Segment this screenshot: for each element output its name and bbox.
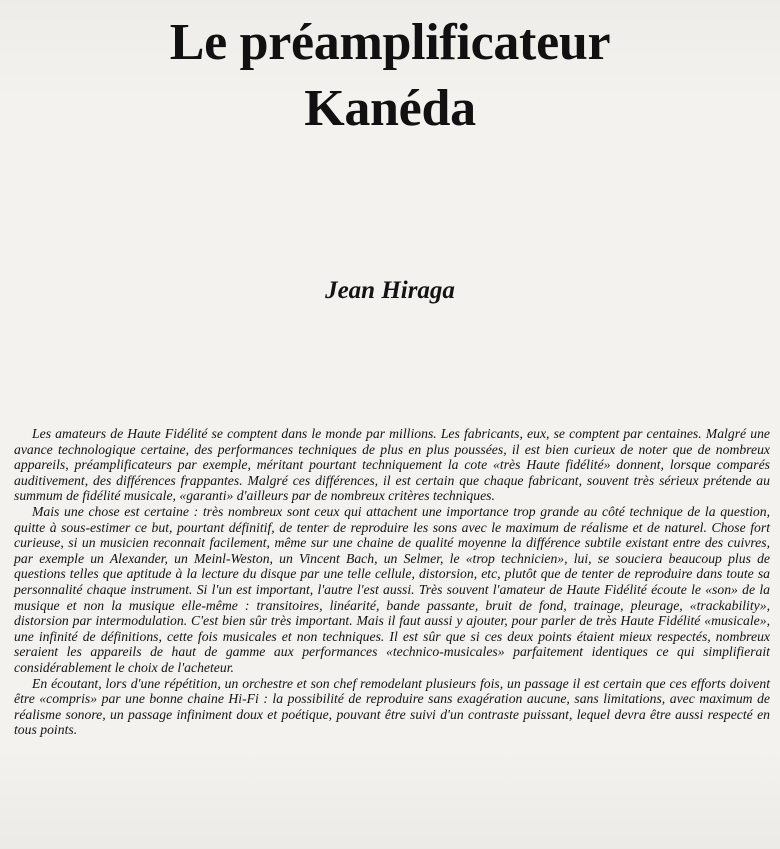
article-title: [10, 0, 770, 142]
paragraph-1: Les amateurs de Haute Fidélité se comptent dans le monde par millions. Les fabricants, eux, se comptent par centaines. Malgré une avance technologique certaine, des performances techniques de plus en plus poussées, il est bien curieux de noter que de nombreux appareils, préamplificateurs par exemple, méritant pourtant techniquement la cote «très Haute fidélité» donnent, lorsque comparés auditivement, des différences frappantes. Malgré ces différences, il est certain que chaque fabricant, souvent très sérieux prétende au summum de fidélité musicale, «garanti» d'ailleurs par de nombreux critères techniques.: [14, 426, 770, 504]
title-line-2: Kanéda: [304, 80, 476, 137]
title-line-1: Le préamplificateur: [169, 14, 611, 71]
paragraph-2: Mais une chose est certaine : très nombreux sont ceux qui attachent une importance trop grande au côté technique de la question, quitte à sous-estimer ce but, pourtant définitif, de tenter de reproduire les sons avec le maximum de réalisme et de naturel. Chose fort curieuse, si un musicien reconnait facilement, même sur une chaine de qualité moyenne la différence subtile existant entre des cuivres, par exemple un Alexander, un Meinl-Weston, un Vincent Bach, un Selmer, le «trop technicien», lui, se souciera beaucoup plus de questions telles que aptitude à la lecture du disque par une telle cellule, distorsion, etc, plutôt que de tenter de reproduire dans toute sa personnalité chaque instrument. Si l'un est important, l'autre l'est aussi. Très souvent l'amateur de Haute Fidélité écoute le «son» de la musique et non la musique elle-même : transitoires, linéarité, bande passante, bruit de fond, trainage, pleurage, «trackability», distorsion par intermodulation. C'est bien sûr très important. Mais il faut aussi y ajouter, pour parler de très Haute Fidélité «musicale», une infinité de définitions, cette fois musicales et non techniques. Il est sûr que si ces deux points étaient mieux respectés, nombreux seraient les appareils de haut de gamme aux performances «technico-musicales» parfaitement identiques ce qui simplifierait considérablement le choix de l'acheteur.: [14, 503, 770, 675]
paragraph-3: En écoutant, lors d'une répétition, un orchestre et son chef remodelant plusieurs fois, un passage il est certain que ces efforts doivent être «compris» par une bonne chaine Hi-Fi : la possibilité de reproduire sans exagération aucune, sans limitations, avec maximum de réalisme sonore, un passage infiniment doux et poétique, pouvant être suivi d'un contraste puissant, lequel devra être aussi respecté en tous points.: [14, 675, 770, 738]
author-name: Jean Hiraga: [325, 277, 455, 304]
article-body: [14, 426, 770, 738]
